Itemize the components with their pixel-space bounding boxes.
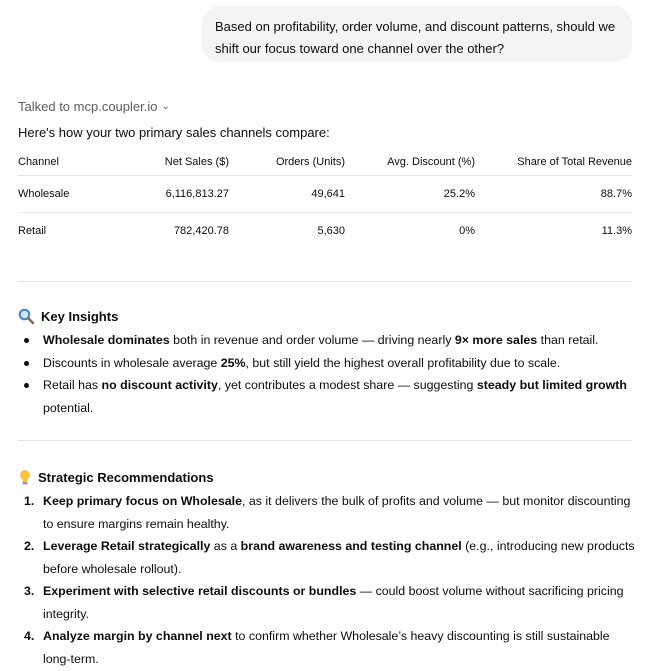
chevron-down-icon: ⌄ bbox=[161, 101, 170, 112]
recommendations-list bbox=[18, 490, 638, 670]
key-insights-title: Key Insights bbox=[41, 309, 119, 324]
list-item: Wholesale dominates both in revenue and order volume — driving nearly 9× more sales than retail. bbox=[18, 329, 638, 352]
bullet-icon bbox=[24, 338, 29, 343]
table-header-row bbox=[18, 149, 632, 176]
cell-orders: 5,630 bbox=[317, 225, 345, 237]
channel-comparison-table bbox=[18, 149, 632, 249]
list-item: Retail has no discount activity, yet contributes a modest share — suggesting steady but limited growth potential. bbox=[18, 374, 638, 419]
list-number: 3. bbox=[24, 584, 35, 598]
col-header-avg-discount: Avg. Discount (%) bbox=[345, 149, 475, 176]
cell-revenue-share: 88.7% bbox=[475, 176, 632, 213]
user-message-text: Based on profitability, order volume, and discount patterns, should we shift our focus toward one channel over the other? bbox=[215, 19, 616, 56]
table-row bbox=[18, 213, 632, 250]
strategic-recommendations-heading bbox=[18, 469, 214, 486]
list-item: 3. Experiment with selective retail discounts or bundles — could boost volume without sacrificing pricing integrity. bbox=[18, 580, 638, 625]
cell-avg-discount: 25.2% bbox=[345, 176, 475, 213]
light-bulb-icon bbox=[18, 469, 32, 486]
list-number: 2. bbox=[24, 539, 35, 553]
cell-net-sales: 782,420.78 bbox=[173, 225, 229, 237]
tool-call-toggle[interactable] bbox=[18, 99, 170, 114]
section-divider bbox=[18, 440, 632, 441]
list-number: 1. bbox=[24, 494, 35, 508]
list-item: 1. Keep primary focus on Wholesale, as it delivers the bulk of profits and volume — but monitor discounting to ensure margins remain healthy. bbox=[18, 490, 638, 535]
list-item: 4. Analyze margin by channel next to confirm whether Wholesale’s heavy discounting is still sustainable long-term. bbox=[18, 625, 638, 670]
key-insights-heading bbox=[18, 308, 118, 325]
strategic-recommendations-title: Strategic Recommendations bbox=[38, 470, 214, 485]
cell-channel: Wholesale bbox=[18, 176, 118, 213]
cell-channel: Retail bbox=[18, 225, 47, 237]
list-item: Discounts in wholesale average 25%, but still yield the highest overall profitability due to scale. bbox=[18, 352, 638, 375]
bullet-icon bbox=[24, 361, 29, 366]
col-header-revenue-share: Share of Total Revenue bbox=[475, 149, 632, 176]
user-message-bubble bbox=[202, 6, 632, 62]
cell-orders: 49,641 bbox=[229, 176, 345, 213]
cell-avg-discount: 0% bbox=[459, 225, 475, 237]
col-header-orders: Orders (Units) bbox=[229, 149, 345, 176]
list-item: 2. Leverage Retail strategically as a brand awareness and testing channel (e.g., introducing new products before wholesale rollout). bbox=[18, 535, 638, 580]
tool-call-label: Talked to mcp.coupler.io bbox=[18, 99, 158, 114]
magnifying-glass-icon bbox=[18, 308, 35, 325]
col-header-net-sales: Net Sales ($) bbox=[118, 149, 229, 176]
col-header-channel: Channel bbox=[18, 149, 118, 176]
key-insights-list bbox=[18, 329, 638, 419]
cell-revenue-share: 11.3% bbox=[601, 225, 632, 237]
section-divider bbox=[18, 281, 632, 282]
intro-text: Here's how your two primary sales channels compare: bbox=[18, 125, 330, 140]
bullet-icon bbox=[24, 383, 29, 388]
list-number: 4. bbox=[24, 629, 35, 643]
table-row bbox=[18, 176, 632, 213]
cell-net-sales: 6,116,813.27 bbox=[118, 176, 229, 213]
